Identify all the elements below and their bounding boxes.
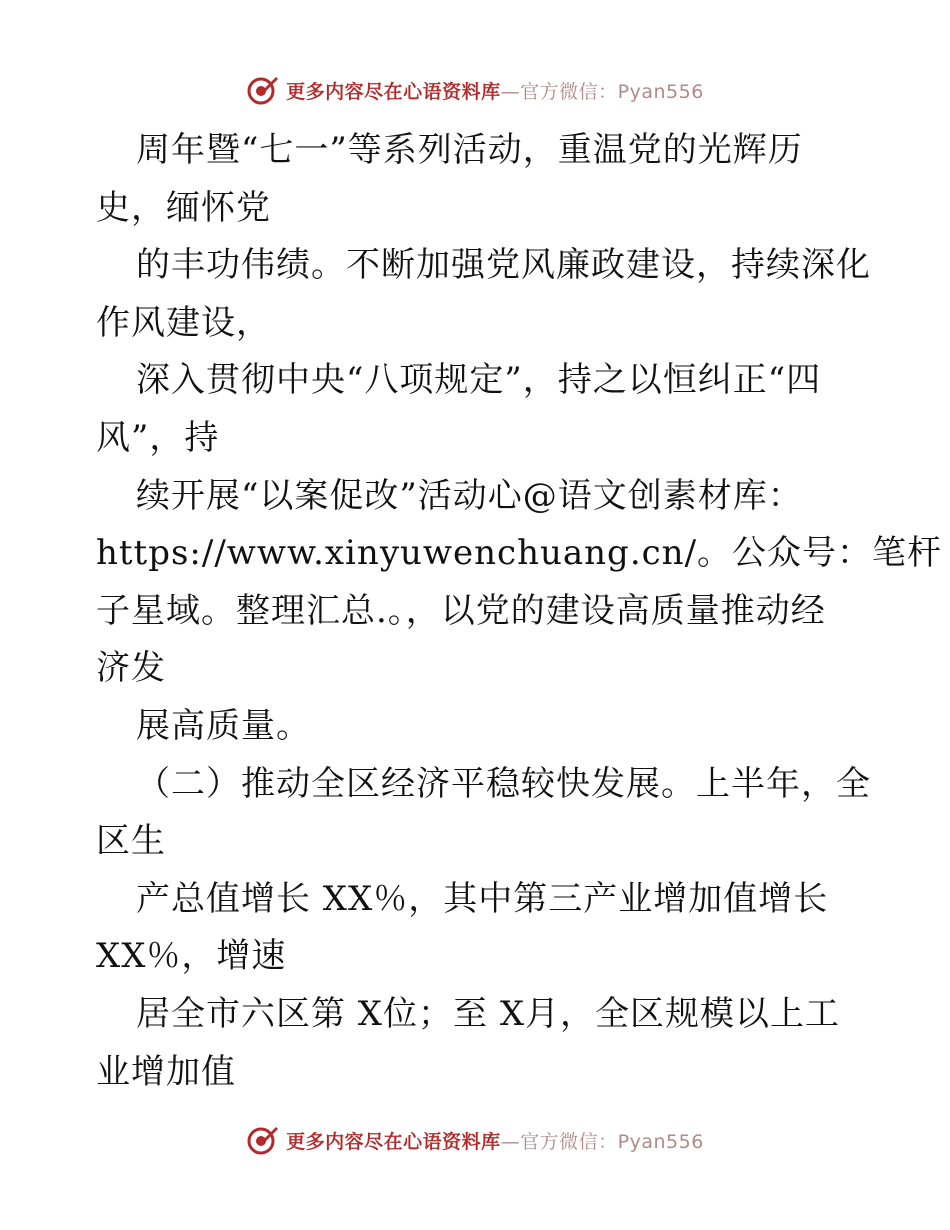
- header-contact: 官方微信：Pyan556: [520, 80, 704, 103]
- body-line: 史，缅怀党: [96, 187, 271, 228]
- header-brand: 更多内容尽在心语资料库: [286, 80, 501, 103]
- document-body: [96, 122, 943, 1101]
- body-line: 居全市六区第 X位；至 X月，全区规模以上工: [136, 993, 841, 1034]
- footer-contact: 官方微信：Pyan556: [520, 1130, 704, 1153]
- body-line: （二）推动全区经济平稳较快发展。上半年，全: [136, 763, 871, 804]
- body-line: 区生: [96, 821, 166, 862]
- body-line: 业增加值: [96, 1051, 236, 1092]
- body-line: 展高质量。: [136, 705, 311, 746]
- pen-logo-icon: [246, 73, 280, 107]
- body-line: 济发: [96, 648, 166, 689]
- body-line: 的丰功伟绩。不断加强党风廉政建设，持续深化: [136, 245, 871, 286]
- footer-watermark: [0, 1120, 950, 1160]
- body-line: XX％，增速: [96, 936, 287, 977]
- body-line: 作风建设，: [96, 302, 271, 343]
- body-line-url: https://www.xinyuwenchuang.cn/。公众号：笔杆: [96, 533, 943, 574]
- body-line: 产总值增长 XX％，其中第三产业增加值增长: [136, 878, 829, 919]
- header-watermark-text: [286, 77, 704, 104]
- footer-dash: —: [500, 1130, 521, 1153]
- footer-watermark-text: [286, 1127, 704, 1154]
- header-dash: —: [500, 80, 521, 103]
- body-line: 深入贯彻中央“八项规定”，持之以恒纠正“四: [136, 360, 822, 401]
- body-line: 周年暨“七一”等系列活动，重温党的光辉历: [136, 130, 803, 170]
- body-line: 子星域。整理汇总.。，以党的建设高质量推动经: [96, 590, 826, 631]
- footer-brand: 更多内容尽在心语资料库: [286, 1130, 501, 1153]
- body-line: 续开展“以案促改”活动心@语文创素材库：: [136, 475, 803, 516]
- header-watermark: [0, 70, 950, 110]
- pen-logo-icon: [246, 1123, 280, 1157]
- body-line: 风”，持: [96, 417, 220, 458]
